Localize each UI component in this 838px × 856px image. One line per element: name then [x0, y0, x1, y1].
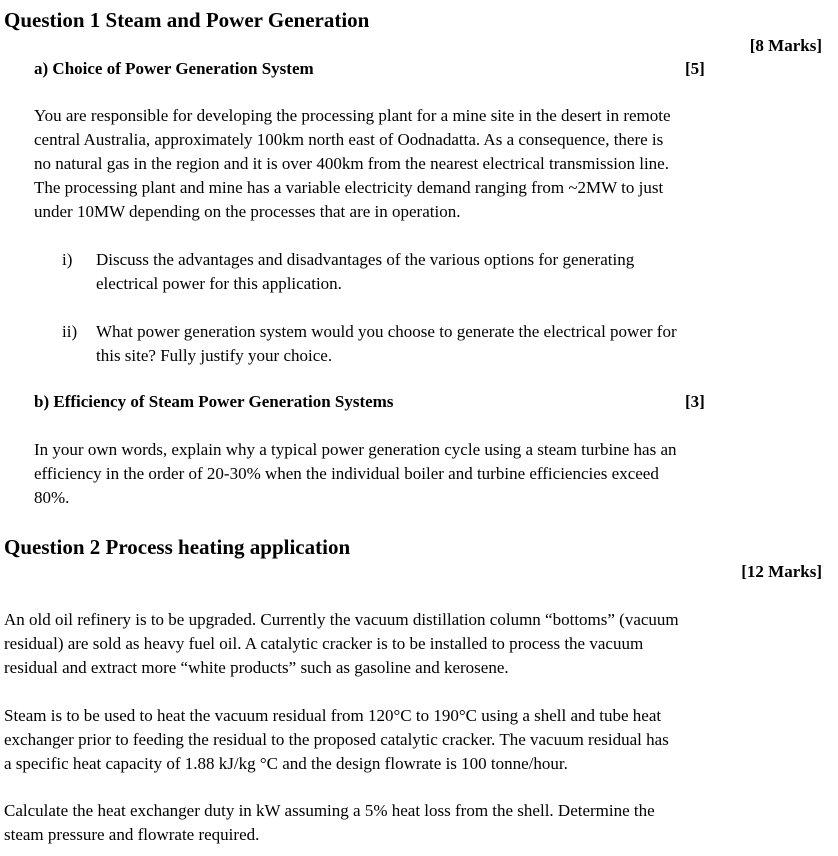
text-line: 80%. [34, 488, 70, 507]
question-2-title: Question 2 Process heating application [4, 535, 351, 559]
question-2-paragraph-2 [4, 704, 669, 776]
text-line: What power generation system would you choose to generate the electrical power for [96, 322, 677, 341]
part-a-paragraph [34, 104, 671, 224]
question-2-marks: [12 Marks] [741, 562, 822, 581]
text-line: Discuss the advantages and disadvantages of the various options for generating [96, 250, 635, 269]
item-ii-number: ii) [62, 322, 78, 341]
part-b-title: b) Efficiency of Steam Power Generation Systems [34, 392, 394, 411]
part-b-paragraph [34, 438, 677, 510]
text-line: no natural gas in the region and it is over 400km from the nearest electrical transmission line. [34, 154, 669, 173]
text-line: steam pressure and flowrate required. [4, 825, 260, 844]
text-line: this site? Fully justify your choice. [96, 346, 333, 365]
text-line: Calculate the heat exchanger duty in kW assuming a 5% heat loss from the shell. Determine the [4, 801, 655, 820]
text-line: Steam is to be used to heat the vacuum residual from 120°C to 190°C using a shell and tube heat [4, 706, 662, 725]
part-a-title: a) Choice of Power Generation System [34, 59, 314, 78]
question-1-marks: [8 Marks] [749, 36, 822, 55]
text-line: The processing plant and mine has a variable electricity demand ranging from ~2MW to just [34, 178, 664, 197]
text-line: In your own words, explain why a typical power generation cycle using a steam turbine has an [34, 440, 677, 459]
question-2-paragraph-1 [4, 608, 679, 680]
question-2-paragraph-3 [4, 799, 655, 847]
item-ii-text [96, 320, 677, 368]
part-b-marks: [3] [685, 392, 705, 411]
text-line: central Australia, approximately 100km north east of Oodnadatta. As a consequence, there is [34, 130, 664, 149]
item-i-number: i) [62, 250, 73, 269]
question-1-title: Question 1 Steam and Power Generation [4, 8, 370, 32]
part-a-marks: [5] [685, 59, 705, 78]
text-line: You are responsible for developing the processing plant for a mine site in the desert in remote [34, 106, 671, 125]
text-line: efficiency in the order of 20-30% when the individual boiler and turbine efficiencies exceed [34, 464, 659, 483]
text-line: residual and extract more “white products” such as gasoline and kerosene. [4, 658, 509, 677]
text-line: exchanger prior to feeding the residual to the proposed catalytic cracker. The vacuum residual has [4, 730, 669, 749]
text-line: electrical power for this application. [96, 274, 342, 293]
text-line: An old oil refinery is to be upgraded. Currently the vacuum distillation column “bottoms” (vacuum [4, 610, 679, 629]
item-i-text [96, 248, 634, 296]
text-line: under 10MW depending on the processes that are in operation. [34, 202, 461, 221]
text-line: residual) are sold as heavy fuel oil. A catalytic cracker is to be installed to process the vacuum [4, 634, 644, 653]
text-line: a specific heat capacity of 1.88 kJ/kg °C and the design flowrate is 100 tonne/hour. [4, 754, 568, 773]
